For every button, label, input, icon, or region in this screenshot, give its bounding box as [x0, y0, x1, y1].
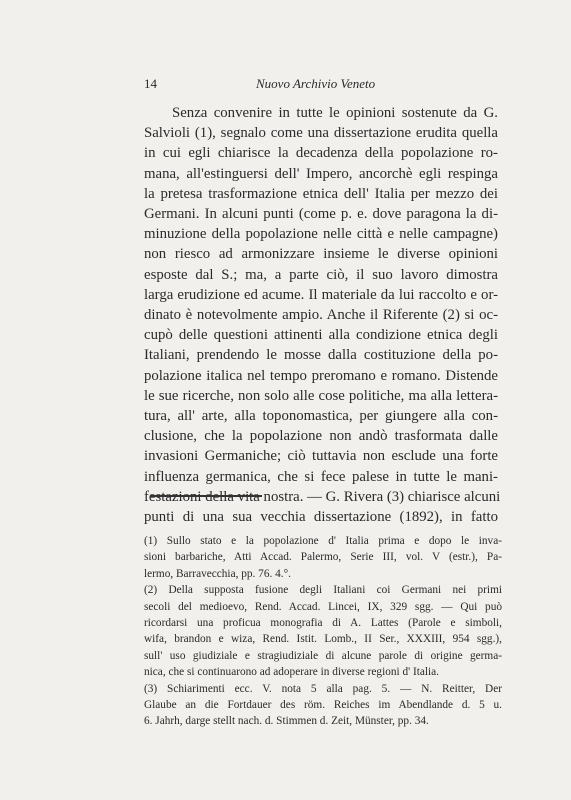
footnote-line: lermo, Barravecchia, pp. 76. 4.°. [144, 567, 291, 580]
body-line: minuzione della popolazione nelle città e nelle campagne) [144, 226, 498, 243]
page-header [144, 76, 500, 96]
body-line: in cui egli chiarisce la decadenza della popolazione ro- [144, 145, 498, 162]
body-line: mana, all'estinguersi dell' Impero, ancorchè egli respinga [144, 165, 498, 182]
body-line: influenza germanica, che si fece palese in tutte le mani- [144, 468, 498, 485]
body-line: la pretesa trasformazione etnica dell' Italia per mezzo dei [144, 185, 498, 202]
body-line: tura, all' arte, alla toponomastica, per giungere alla con- [144, 408, 498, 425]
footnote-line: nica, che si continuarono ad adoperare in diverse regioni d' Italia. [144, 666, 440, 679]
body-line: Germani. In alcuni punti (come p. e. dove paragona la di- [144, 206, 498, 223]
body-line: invasioni Germaniche; ciò tuttavia non esclude una forte [144, 448, 498, 465]
body-line: dinato è notevolmente ampio. Anche il Riferente (2) si oc- [144, 307, 498, 324]
body-line: larga erudizione ed acume. Il materiale da lui raccolto e or- [144, 286, 498, 303]
body-line: Senza convenire in tutte le opinioni sostenute da G. [172, 105, 498, 121]
body-line: le sue ricerche, non solo alle cose politiche, ma alla lettera- [144, 387, 498, 404]
body-line: punti di una sua vecchia dissertazione (1892), in fatto [144, 509, 498, 526]
running-title: Nuovo Archivio Veneto [256, 76, 376, 91]
footnote-line: wifa, brandon e wiza, Rend. Istit. Lomb., II Ser., XXXIII, 954 sgg.), [144, 633, 502, 646]
body-line: polazione italica nel tempo preromano e romano. Distende [144, 367, 498, 384]
footnote-line: sull' uso giudiziale e stragiudiziale di alcune parole di origine germa- [144, 649, 502, 662]
body-text [144, 103, 501, 527]
footnote-2 [144, 582, 502, 680]
body-line: festazioni della vita nostra. — G. Rivera (3) chiarisce alcuni [144, 488, 501, 505]
page-number: 14 [144, 76, 157, 91]
footnote-1 [144, 533, 502, 582]
footnotes [144, 533, 502, 730]
footnote-line: ricordarsi una proficua monografia di A. Lattes (Parole e simboli, [144, 617, 502, 630]
footnote-3 [144, 681, 502, 730]
footnote-rule [150, 495, 262, 497]
footnote-line: (2) Della supposta fusione degli Italiani coi Germani nei primi [144, 584, 502, 597]
footnote-line: 6. Jahrh, darge stellt nach. d. Stimmen d. Zeit, Münster, pp. 34. [144, 715, 429, 728]
footnote-line: secoli del medioevo, Rend. Accad. Lincei, IX, 329 sgg. — Qui può [144, 600, 502, 613]
footnote-line: sioni barbariche, Atti Accad. Palermo, Serie III, vol. V (estr.), Pa- [144, 551, 502, 564]
footnote-line: (1) Sullo stato e la popolazione d' Italia prima e dopo le inva- [144, 535, 502, 547]
footnote-line: (3) Schiarimenti ecc. V. nota 5 alla pag. 5. — N. Reitter, Der [144, 682, 502, 695]
body-line: esposte dal S.; ma, a parte ciò, il suo lavoro dimostra [144, 266, 498, 283]
body-line: Italiani, prendendo le mosse dalla costituzione della po- [144, 347, 498, 364]
body-line: cupò delle questioni attinenti alla condizione etnica degli [144, 327, 498, 344]
body-line: clusione, che la popolazione non andò trasformata dalle [144, 428, 498, 445]
body-line: Salvioli (1), segnalo come una dissertazione erudita quella [144, 125, 498, 142]
body-line: non riesco ad armonizzare insieme le diverse opinioni [144, 246, 498, 263]
footnote-line: Glaube an die Fortdauer des röm. Reiches im Abendlande d. 5 u. [144, 699, 502, 712]
